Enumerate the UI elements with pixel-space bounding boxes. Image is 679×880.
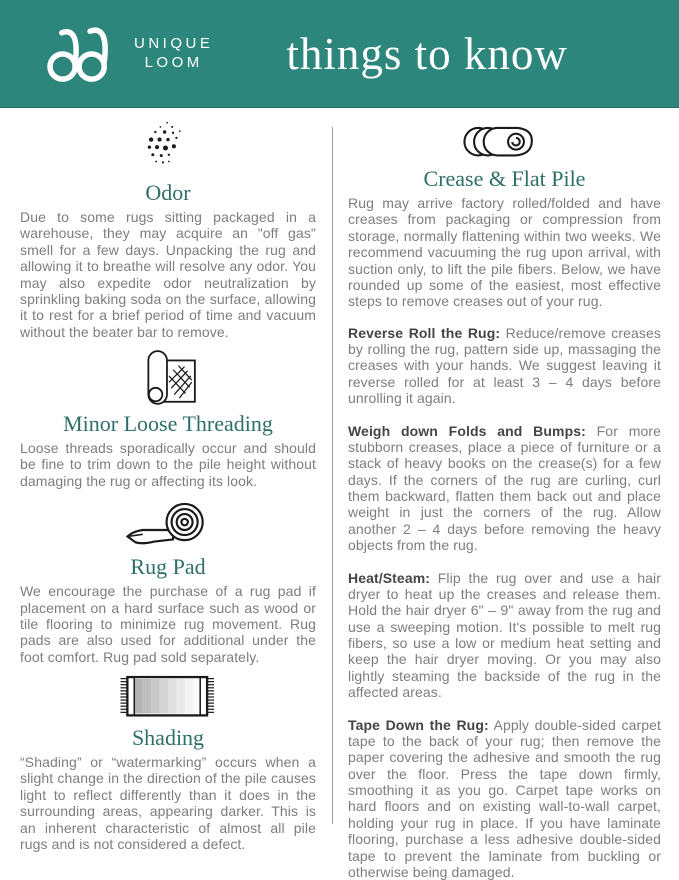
right-column [333, 108, 679, 824]
rug-pad-roll-icon [20, 498, 316, 549]
header-banner [0, 0, 679, 108]
section-crease-flat-pile [348, 121, 661, 310]
unique-loom-dd-logo-icon [42, 21, 124, 87]
rolled-rug-spiral-icon [348, 121, 661, 161]
tip-reverse-roll-label: Reverse Roll the Rug: [348, 325, 500, 341]
section-title-rug-pad: Rug Pad [20, 554, 316, 580]
section-odor [20, 121, 316, 340]
section-body-rug-pad: We encourage the purchase of a rug pad if placement on a hard surface such as wood or tile flooring to minimize rug movement. Rug pads are also used for additional under the foot comfort. Rug pad sold separately. [20, 583, 316, 665]
section-title-threading: Minor Loose Threading [20, 411, 316, 437]
section-shading [20, 674, 316, 852]
content-area [0, 108, 679, 824]
section-body-shading: “Shading” or “watermarking” occurs when a slight change in the direction of the pile causes light to reflect differently than it does in the surrounding areas, appearing darker. This is an inherent characteristic of almost all pile rugs and is not considered a defect. [20, 754, 316, 852]
tip-tape-down-body: Apply double-sided carpet tape to the back of your rug; then remove the paper covering the adhesive and smooth the rug over the floor. Press the tape down firmly, smoothing it as you go. Carpet tape works on hard floors and on existing wall-to-wall carpet, holding your rug in place. If you have laminate flooring, purchase a less adhesive double-sided tape to prevent the laminate from buckling or otherwise being damaged. [348, 717, 661, 880]
section-title-odor: Odor [20, 180, 316, 206]
brand-line-1: UNIQUE [134, 35, 213, 54]
odor-dots-icon [20, 121, 316, 175]
section-body-odor: Due to some rugs sitting packaged in a warehouse, they may acquire an "off gas" smell for a few days. Unpacking the rug and allowing it to breathe will resolve any odor. You may also expedite odor neutralization by sprinkling baking soda on the surface, allowing it to rest for a brief period of time and vacuum without the beater bar to remove. [20, 209, 316, 340]
rolled-rug-crosshatch-icon [20, 349, 316, 406]
shaded-rug-fringe-icon [20, 674, 316, 720]
tip-heat-steam [348, 570, 661, 701]
tip-weigh-down-label: Weigh down Folds and Bumps: [348, 423, 586, 439]
section-rug-pad [20, 498, 316, 665]
section-body-crease: Rug may arrive factory rolled/folded and have creases from packaging or compression from storage, normally flattening within two weeks. We recommend vacuuming the rug upon arrival, with suction only, to lift the pile fibers. Below, we have rounded up some of the easiest, most effective steps to remove creases out of your rug. [348, 195, 661, 310]
section-title-crease: Crease & Flat Pile [348, 166, 661, 192]
tip-weigh-down-body: For more stubborn creases, place a piece of furniture or a stack of heavy books on the crease(s) for a few days. If the corners of the rug are curling, curl them backward, flatten them back out and place weight in just the corners of the rug. Allow another 2 – 4 days before removing the heavy objects from the rug. [348, 423, 661, 554]
tip-reverse-roll [348, 325, 661, 407]
tip-reverse-roll-body: Reduce/remove creases by rolling the rug, pattern side up, massaging the creases with your hands. We suggest leaving it reverse rolled for at least 3 – 4 days before unrolling it again. [348, 325, 661, 407]
brand-line-2: LOOM [134, 54, 213, 73]
brand-wordmark [134, 35, 213, 73]
section-title-shading: Shading [20, 725, 316, 751]
tip-tape-down [348, 717, 661, 880]
tip-weigh-down [348, 423, 661, 554]
section-body-threading: Loose threads sporadically occur and should be fine to trim down to the pile height without damaging the rug or affecting its look. [20, 440, 316, 489]
section-threading [20, 349, 316, 489]
tip-heat-steam-body: Flip the rug over and use a hair dryer to heat up the creases and release them. Hold the hair dryer 6" – 9" away from the rug and use a sweeping motion. It's possible to melt rug fibers, so use a low or medium heat setting and keep the hair dryer moving. Or you may also lightly steaming the backside of the rug in the affected areas. [348, 570, 661, 701]
tip-tape-down-label: Tape Down the Rug: [348, 717, 489, 733]
tip-heat-steam-label: Heat/Steam: [348, 570, 430, 586]
left-column [0, 108, 332, 824]
page-title: things to know [213, 28, 649, 80]
